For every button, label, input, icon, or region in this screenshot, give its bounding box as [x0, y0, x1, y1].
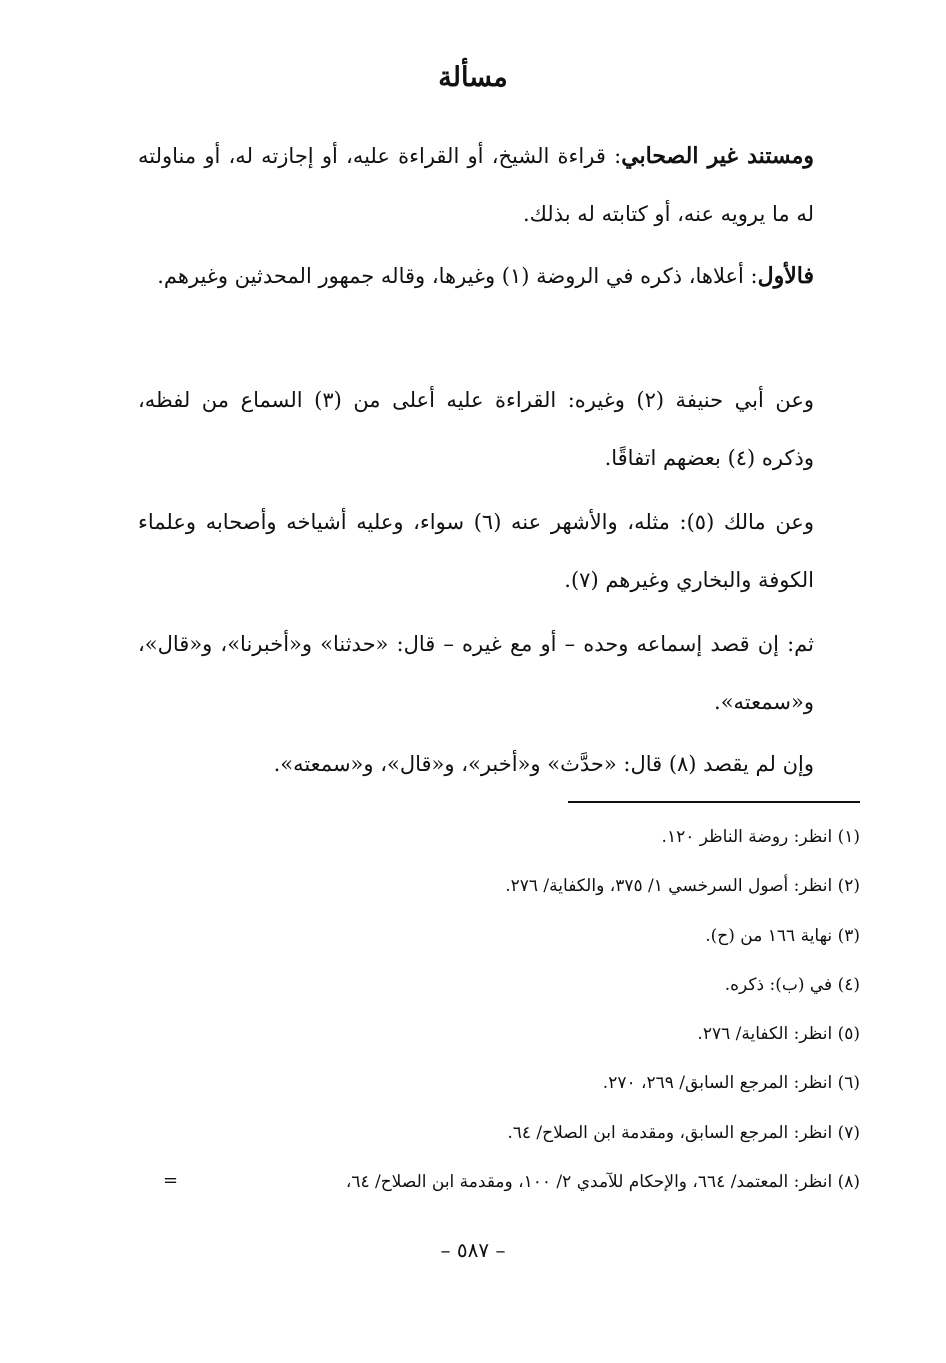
paragraph-6	[138, 735, 814, 793]
footnote-8: (٨) انظر: المعتمد/ ٦٦٤، والإحكام للآمدي ٢/ ١٠٠، ومقدمة ابن الصلاح/ ٦٤،	[345, 1172, 860, 1192]
paragraph-2	[138, 247, 814, 305]
footnote-5: (٥) انظر: الكفاية/ ٢٧٦.	[697, 1024, 860, 1044]
paragraph-3	[138, 371, 814, 487]
paragraph-1-text: : قراءة الشيخ، أو القراءة عليه، أو إجازته له، أو مناولته له ما يرويه عنه، أو كتابته له بذلك.	[138, 144, 814, 226]
paragraph-5-text: ثم: إن قصد إسماعه وحده – أو مع غيره – قال: «حدثنا» و«أخبرنا»، و«قال»، و«سمعته».	[138, 632, 814, 714]
paragraph-4-text: وعن مالك (٥): مثله، والأشهر عنه (٦) سواء، وعليه أشياخه وأصحابه وعلماء الكوفة والبخاري وغيرهم (٧).	[138, 510, 814, 592]
continuation-mark: =	[163, 1170, 179, 1191]
paragraph-3-text: وعن أبي حنيفة (٢) وغيره: القراءة عليه أعلى من (٣) السماع من لفظه، وذكره (٤) بعضهم اتفاقًا.	[138, 388, 814, 470]
footnote-3: (٣) نهاية ١٦٦ من (ح).	[705, 926, 860, 946]
paragraph-5	[138, 615, 814, 731]
page-number: – ٥٨٧ –	[440, 1238, 506, 1262]
paragraph-4	[138, 493, 814, 609]
footnote-2: (٢) انظر: أصول السرخسي ١/ ٣٧٥، والكفاية/ ٢٧٦.	[505, 876, 860, 896]
paragraph-6-text: وإن لم يقصد (٨) قال: «حدَّث» و«أخبر»، و«قال»، و«سمعته».	[273, 752, 814, 776]
paragraph-2-text: : أعلاها، ذكره في الروضة (١) وغيرها، وقاله جمهور المحدثين وغيرهم.	[157, 264, 758, 288]
paragraph-2-lead: فالأول	[757, 263, 814, 289]
paragraph-1	[138, 127, 814, 243]
footnote-4: (٤) في (ب): ذكره.	[724, 975, 860, 995]
footnote-7: (٧) انظر: المرجع السابق، ومقدمة ابن الصلاح/ ٦٤.	[507, 1123, 860, 1143]
section-title: مسألة	[438, 62, 508, 93]
footnote-separator	[568, 801, 860, 803]
footnote-1: (١) انظر: روضة الناظر ١٢٠.	[661, 827, 860, 847]
footnote-6: (٦) انظر: المرجع السابق/ ٢٦٩، ٢٧٠.	[602, 1073, 860, 1093]
paragraph-1-lead: ومستند غير الصحابي	[621, 143, 814, 169]
